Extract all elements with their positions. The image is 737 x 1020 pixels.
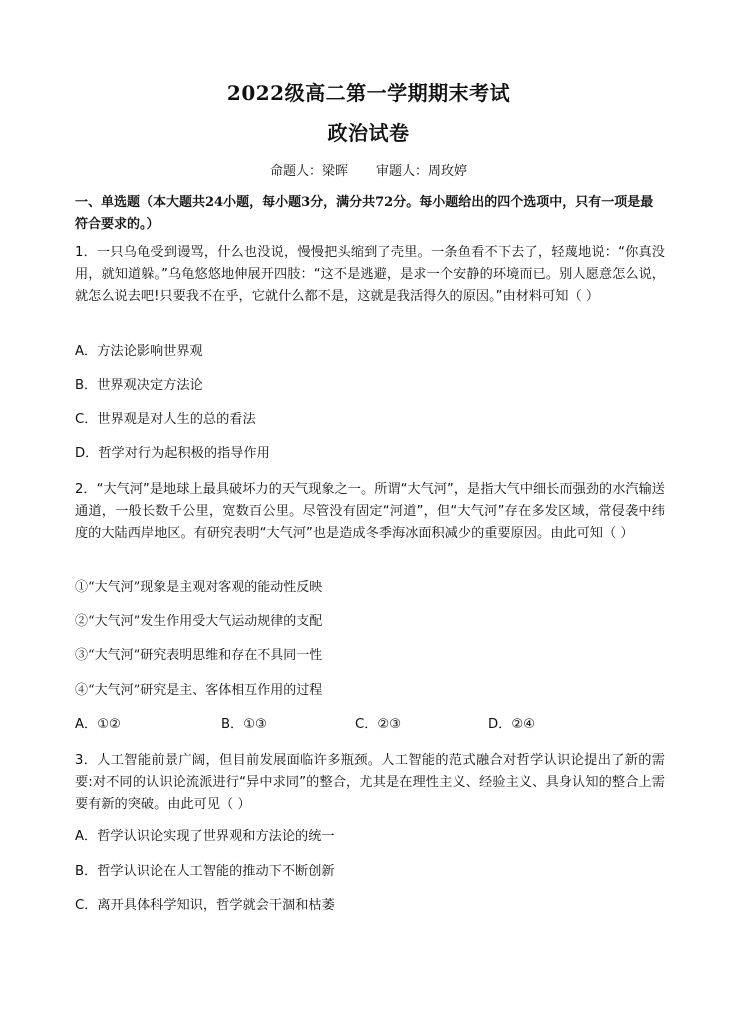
- question-2-stem: 2．“大气河”是地球上最具破坏力的天气现象之一。所谓“大气河”，是指大气中细长而强劲的水汽输送通道，一般长数千公里，宽数百公里。尽管没有固定“河道”，但“大气河”存在多发区域，常侵袭中纬度的大陆西岸地区。有研究表明“大气河”也是造成冬季海冰面积减少的重要原因。由此可知（ ）: [75, 482, 665, 541]
- question-1-stem: 1．一只乌龟受到谩骂，什么也没说，慢慢把头缩到了壳里。一条鱼看不下去了，轻蔑地说：“你真没用，就知道躲。”乌龟悠悠地伸展开四肢：“这不是逃避，是求一个安静的环境而已。别人愿意怎么说，就怎么说去吧!只要我不在乎，它就什么都不是，这就是我活得久的原因。”由材料可知（ ）: [75, 245, 665, 304]
- question-3-option-b: B．哲学认识论在人工智能的推动下不断创新: [75, 864, 335, 879]
- author-label: 命题人：梁晖: [269, 164, 348, 179]
- question-1-option-d: D．哲学对行为起积极的指导作用: [75, 446, 270, 461]
- authors-line: [0, 160, 737, 179]
- question-3-option-a: A．哲学认识论实现了世界观和方法论的统一: [75, 829, 335, 844]
- question-2-statement-2: ②“大气河”发生作用受大气运动规律的支配: [75, 614, 323, 629]
- section-heading: 一、单选题（本大题共24小题，每小题3分，满分共72分。每小题给出的四个选项中，只有一项是最符合要求的。）: [75, 195, 654, 232]
- question-3-stem: 3．人工智能前景广阔，但目前发展面临许多瓶颈。人工智能的范式融合对哲学认识论提出了新的需要:对不同的认识论流派进行“异中求同”的整合，尤其是在理性主义、经验主义、具身认知的整合上需要有新的突破。由此可见（ ）: [75, 753, 665, 812]
- exam-subtitle: 政治试卷: [327, 121, 410, 145]
- question-3-option-c: C．离开具体科学知识，哲学就会干涸和枯萎: [75, 898, 335, 913]
- reviewer-label: 审题人：周玫婷: [376, 164, 468, 179]
- question-1-option-b: B．世界观决定方法论: [75, 378, 203, 393]
- question-2-option-c: C．②③: [355, 717, 402, 732]
- question-1-option-c: C．世界观是对人生的总的看法: [75, 412, 256, 427]
- question-2-statement-1: ①“大气河”现象是主观对客观的能动性反映: [75, 580, 323, 595]
- question-2-option-d: D．②④: [488, 717, 535, 732]
- question-2-options: [75, 715, 665, 735]
- question-2-statement-4: ④“大气河”研究是主、客体相互作用的过程: [75, 683, 323, 698]
- question-2-option-a: A．①②: [75, 717, 121, 732]
- question-2-option-b: B．①③: [221, 717, 267, 732]
- question-2-statement-3: ③“大气河”研究表明思维和存在不具同一性: [75, 648, 323, 663]
- exam-title: 2022级高二第一学期期末考试: [226, 81, 511, 105]
- question-1-option-a: A．方法论影响世界观: [75, 344, 203, 359]
